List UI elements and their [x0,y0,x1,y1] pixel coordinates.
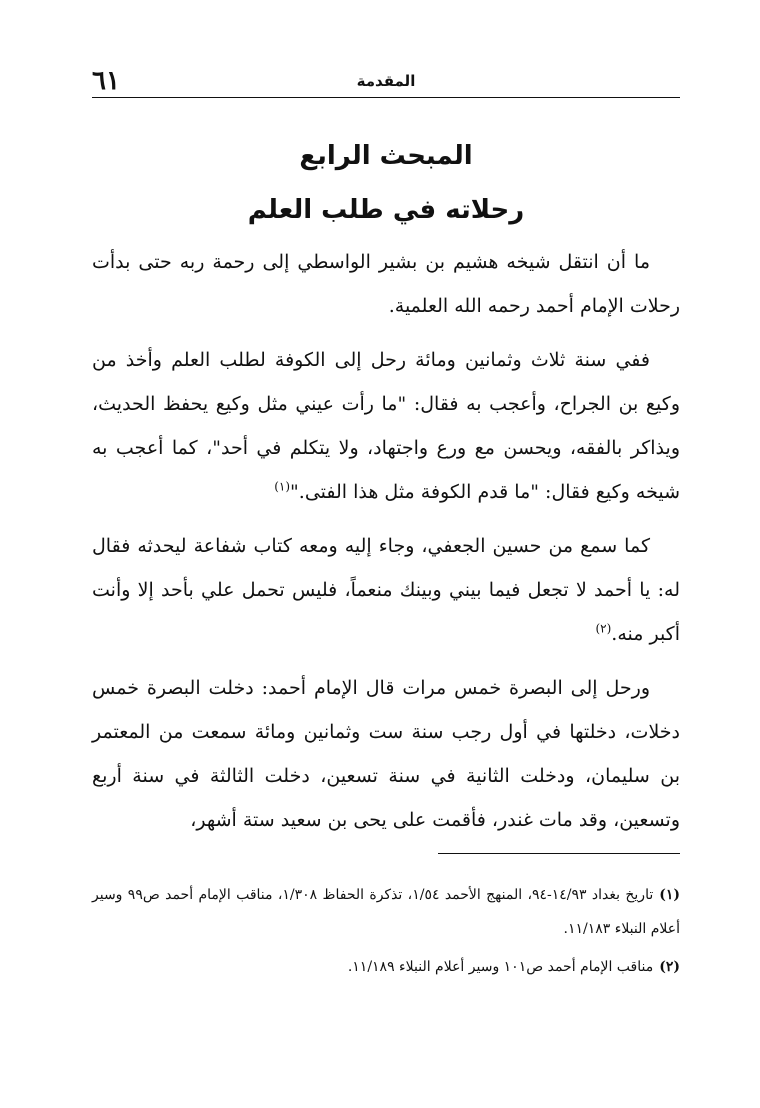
page-number: ٦١ [92,66,120,96]
footnote-separator [438,853,680,854]
section-title: المبحث الرابع [299,141,473,171]
footnote [92,878,680,946]
paragraph-text: ما أن انتقل شيخه هشيم بن بشير الواسطي إلى رحمة ربه حتى بدأت رحلات الإمام أحمد رحمه الله العلمية. [92,251,680,317]
paragraph-text: ورحل إلى البصرة خمس مرات قال الإمام أحمد: دخلت البصرة خمس دخلات، دخلتها في أول رجب سنة ست وثمانين ومائة سمعت من المعتمر بن سليمان، ودخلت الثانية في سنة تسعين، دخلت الثالثة في سنة أربع وتسعين، وقد مات غندر، فأقمت على يحى بن سعيد ستة أشهر، [92,677,680,831]
paragraph [92,666,680,842]
page-header [92,58,680,98]
footnote-number: (١) [659,887,681,903]
footnote-text: تاريخ بغداد ١٤/٩٣-٩٤، المنهج الأحمد ١/٥٤، تذكرة الحفاظ ١/٣٠٨، مناقب الإمام أحمد ص٩٩ وسير أعلام النبلاء ١١/١٨٣. [92,887,680,937]
paragraph [92,240,680,328]
footnote-text: مناقب الإمام أحمد ص١٠١ وسير أعلام النبلاء ١١/١٨٩. [347,959,654,975]
paragraph-text: كما سمع من حسين الجعفي، وجاء إليه ومعه كتاب شفاعة ليحدثه فقال له: يا أحمد لا تجعل فيما بيني وبينك منعماً، فليس تحمل علي بأحد إلا وأنت أكبر منه. [92,535,680,645]
section-subtitle: رحلاته في طلب العلم [247,195,525,225]
paragraph-text: ففي سنة ثلاث وثمانين ومائة رحل إلى الكوفة لطلب العلم وأخذ من وكيع بن الجراح، وأعجب به فقال: "ما رأت عيني مثل وكيع يحفظ الحديث، ويذاكر بالفقه، ويحسن مع ورع واجتهاد، ولا يتكلم في أحد"، كما أعجب به شيخه وكيع فقال: "ما قدم الكوفة مثل هذا الفتى." [92,349,680,503]
footnote [92,950,680,984]
footnote-reference[interactable]: (٢) [595,621,612,636]
footnotes [92,878,680,988]
body-text [92,240,680,852]
running-title: المقدمة [356,72,416,90]
footnote-reference[interactable]: (١) [274,479,291,494]
paragraph [92,524,680,656]
header-rule [92,97,680,98]
footnote-number: (٢) [659,959,680,975]
paragraph [92,338,680,514]
